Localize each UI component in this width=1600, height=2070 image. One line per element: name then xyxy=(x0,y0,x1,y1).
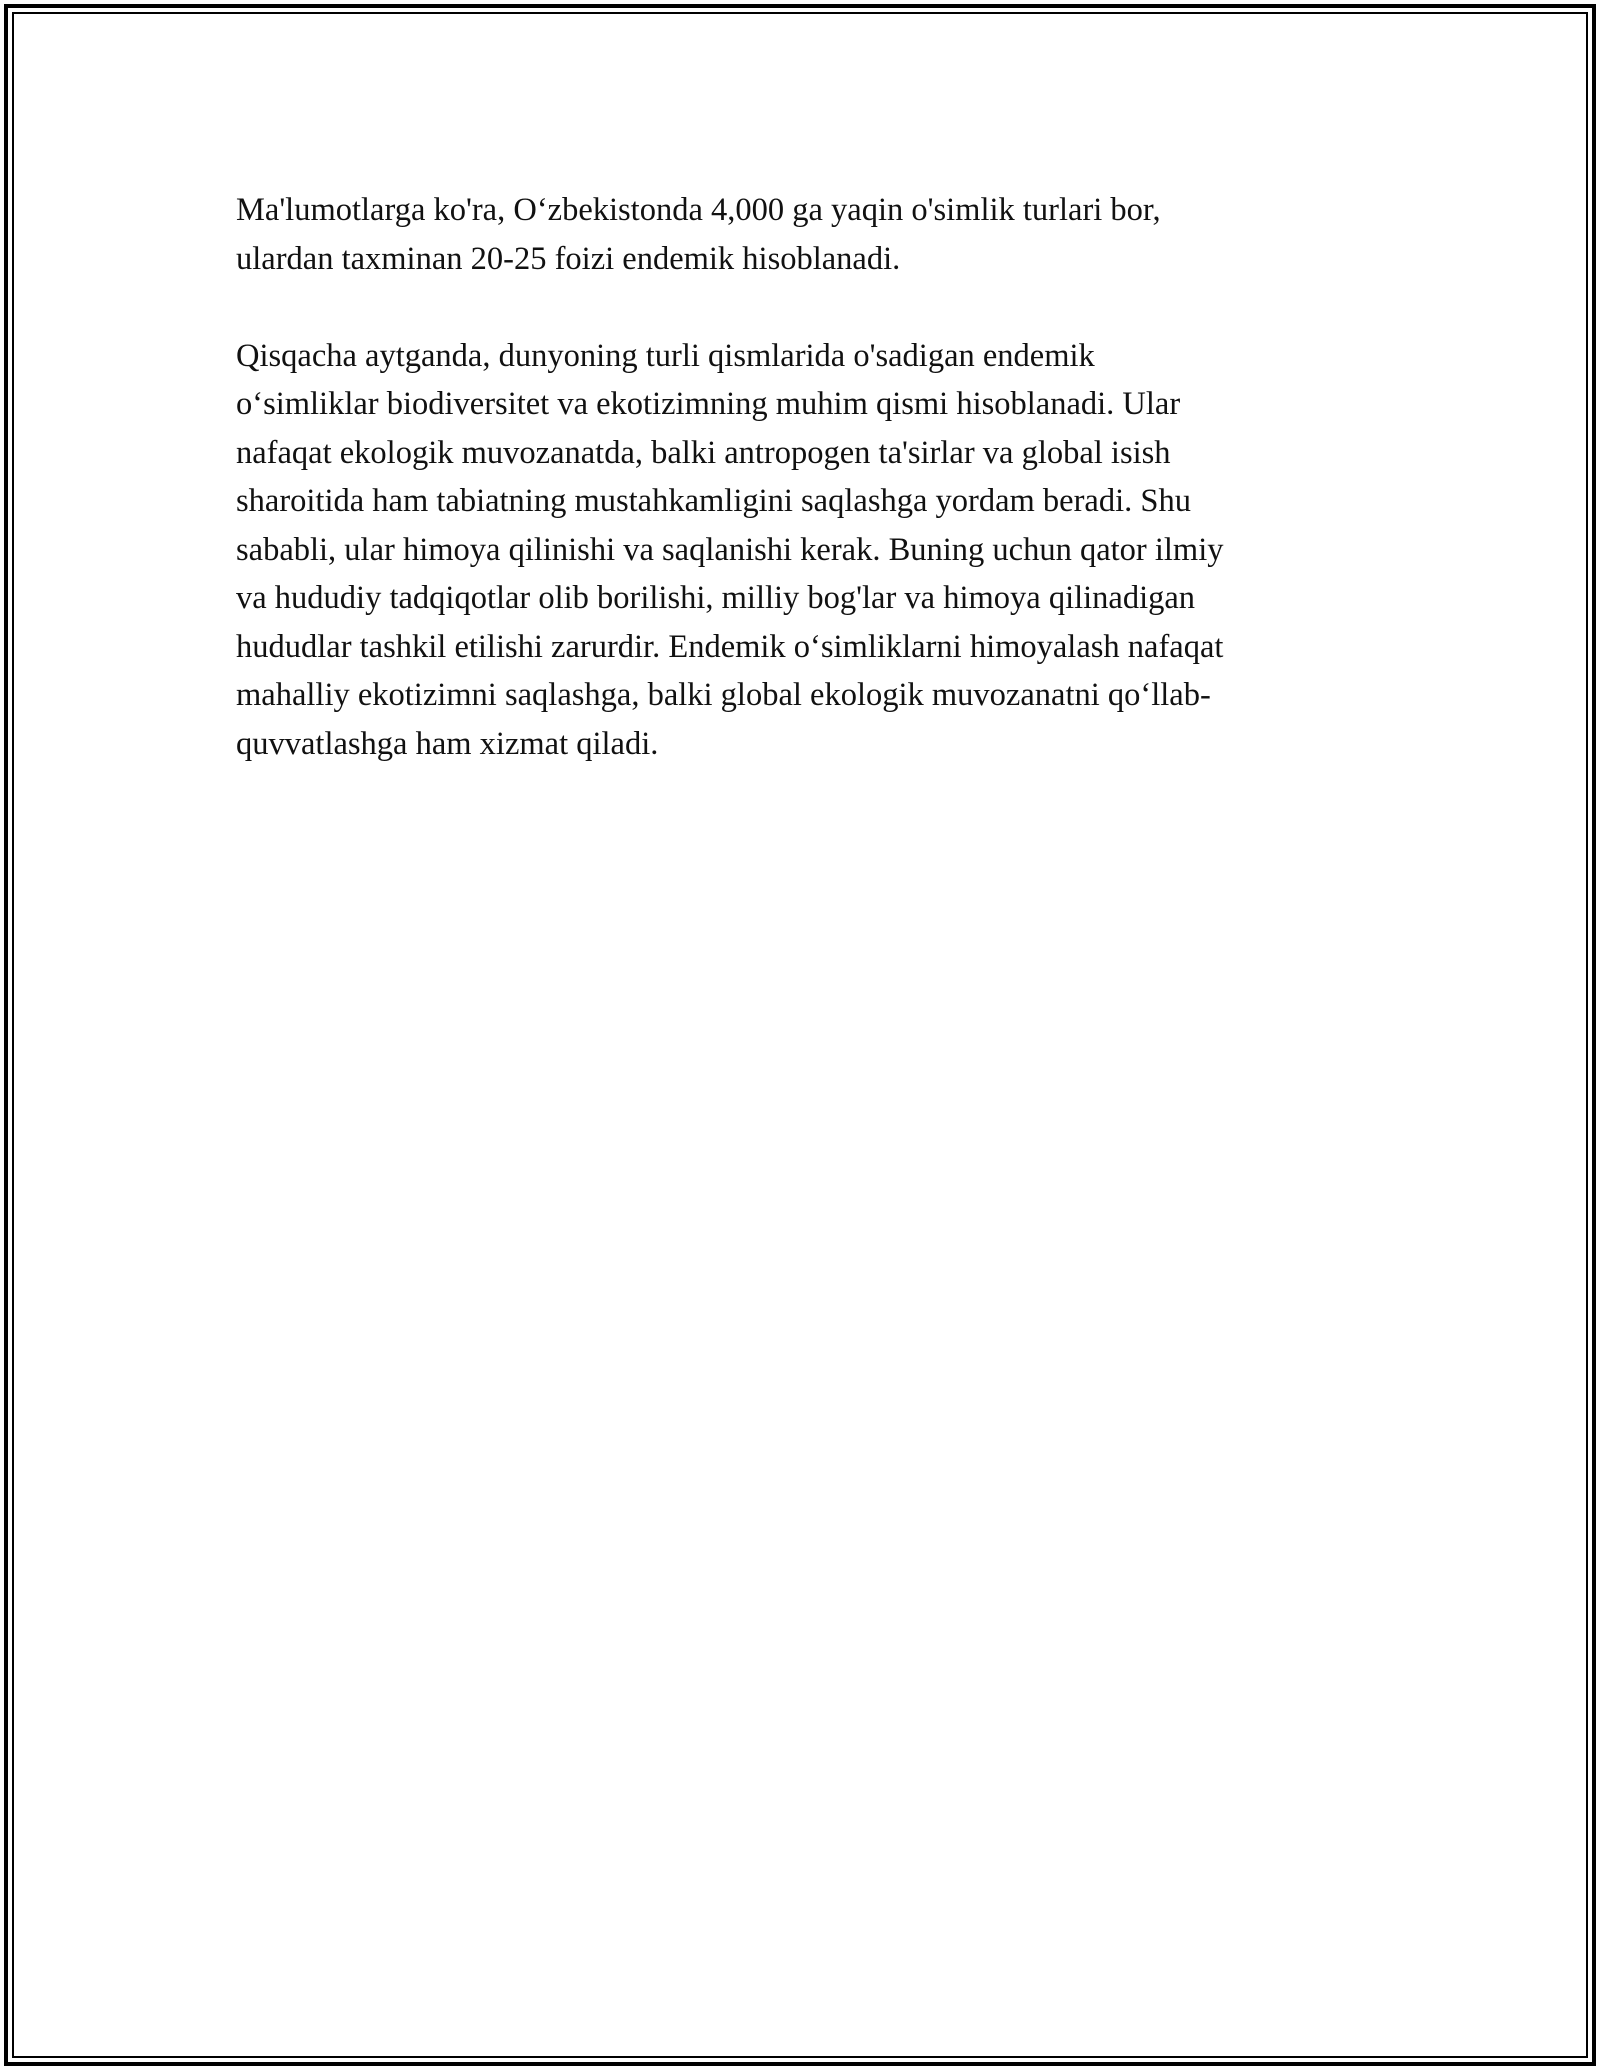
text-line: sharoitida ham tabiatning mustahkamligini saqlashga yordam beradi. Shu xyxy=(236,483,1191,519)
text-line: o‘simliklar biodiversitet va ekotizimning muhim qismi hisoblanadi. Ular xyxy=(236,386,1181,422)
text-line: nafaqat ekologik muvozanatda, balki antropogen ta'sirlar va global isish xyxy=(236,434,1171,471)
text-line: mahalliy ekotizimni saqlashga, balki global ekologik muvozanatni qo‘llab- xyxy=(236,677,1211,713)
text-line: ulardan taxminan 20-25 foizi endemik hisoblanadi. xyxy=(236,240,901,277)
text-line: sababli, ular himoya qilinishi va saqlanishi kerak. Buning uchun qator ilmiy xyxy=(236,531,1224,568)
paragraph-statistics xyxy=(236,186,1366,283)
text-line: quvvatlashga ham xizmat qiladi. xyxy=(236,725,659,762)
document-body xyxy=(236,186,1366,768)
text-line: hududlar tashkil etilishi zarurdir. Endemik o‘simliklarni himoyalash nafaqat xyxy=(236,628,1224,665)
text-line: va hududiy tadqiqotlar olib borilishi, milliy bog'lar va himoya qilinadigan xyxy=(236,580,1196,616)
paragraph-summary xyxy=(236,332,1366,769)
text-line: Ma'lumotlarga ko'ra, O‘zbekistonda 4,000 ga yaqin o'simlik turlari bor, xyxy=(236,192,1161,228)
text-line: Qisqacha aytganda, dunyoning turli qismlarida o'sadigan endemik xyxy=(236,337,1095,374)
